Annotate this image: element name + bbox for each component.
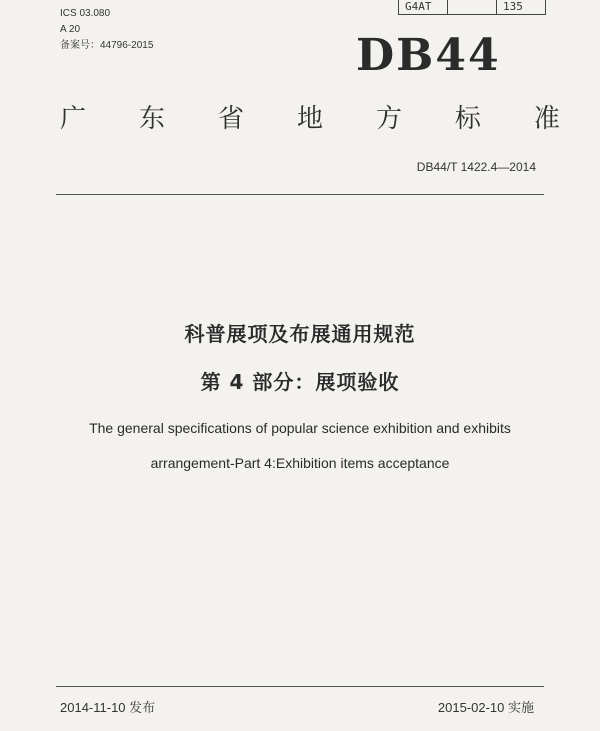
- standard-name-char: 地: [296, 104, 323, 134]
- filing-number: 备案号：44796-2015: [60, 40, 154, 51]
- standard-name-char: 省: [217, 104, 244, 134]
- standard-name-char: 东: [138, 104, 165, 134]
- title-english-line2: arrangement-Part 4:Exhibition items acceptance: [150, 455, 450, 471]
- standard-name-char: 广: [60, 104, 87, 134]
- code-cell-3: 135: [503, 0, 523, 13]
- title-chinese-line1: 科普展项及布展通用规范: [184, 322, 416, 346]
- db44-logo: DB44: [356, 30, 501, 81]
- standard-type-name: [60, 98, 560, 135]
- title-english-line1: The general specifications of popular science exhibition and exhibits: [89, 420, 511, 436]
- standard-name-char: 标: [454, 104, 481, 134]
- standard-name-char: 方: [375, 104, 402, 134]
- code-cell-1: G4AT: [399, 0, 448, 14]
- metadata-block: [60, 6, 153, 54]
- standard-name-char: 准: [533, 104, 560, 134]
- bottom-divider: [56, 686, 544, 687]
- code-cell-2: [448, 0, 497, 14]
- standard-number: DB44/T 1422.4—2014: [416, 160, 536, 174]
- top-divider: [56, 194, 544, 195]
- implementation-date: 2015-02-10 实施: [437, 700, 534, 715]
- handwritten-code-box: [398, 0, 546, 15]
- ics-code: ICS 03.080: [60, 8, 111, 19]
- ccs-code: A 20: [60, 24, 81, 35]
- title-chinese-line2: 第 4 部分：展项验收: [200, 370, 400, 394]
- issue-date: 2014-11-10 发布: [60, 700, 156, 715]
